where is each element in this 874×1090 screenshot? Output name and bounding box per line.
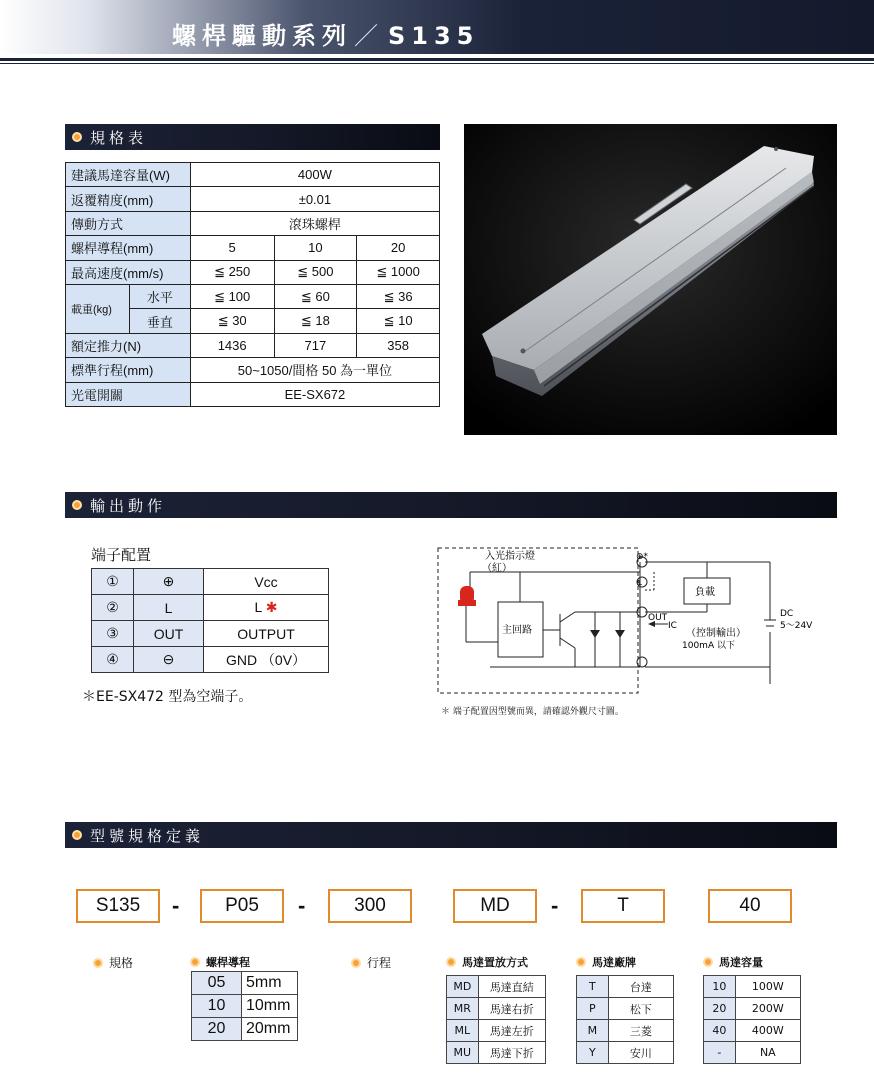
bullet-icon <box>351 958 361 968</box>
spec-label: 最高速度(mm/s) <box>66 260 191 284</box>
section-bullet-icon <box>72 830 82 840</box>
mount-options-table <box>446 975 546 1064</box>
current-label: 100mA 以下 <box>682 641 735 651</box>
option-code: Y <box>577 1042 609 1064</box>
table-row <box>92 621 329 647</box>
spec-value: 1436 <box>190 333 274 357</box>
lead-option-label <box>190 954 250 970</box>
spec-value: 20 <box>357 236 440 260</box>
table-row <box>66 333 440 357</box>
linear-actuator-image <box>464 124 837 435</box>
table-row <box>704 1020 801 1042</box>
table-row <box>66 260 440 284</box>
diode-icon <box>590 630 600 638</box>
option-code: - <box>704 1042 736 1064</box>
spec-value: 滾珠螺桿 <box>190 211 439 235</box>
code-motor-mount: MD <box>453 889 537 923</box>
table-row <box>447 1042 546 1064</box>
option-value: 20mm <box>242 1018 298 1041</box>
spec-value: 5 <box>190 236 274 260</box>
bullet-icon <box>446 957 456 967</box>
table-row <box>66 187 440 211</box>
option-value: 台達 <box>608 976 673 998</box>
ic-label: IC <box>668 621 677 631</box>
main-circuit-label: 主回路 <box>502 625 532 636</box>
table-row <box>704 976 801 998</box>
spec-value: 50~1050/間格 50 為一單位 <box>190 358 439 382</box>
table-row <box>66 284 440 308</box>
option-value: 松下 <box>608 998 673 1020</box>
spec-label: 螺桿導程(mm) <box>66 236 191 260</box>
brand-options-table <box>576 975 674 1064</box>
indicator-color-label: （紅） <box>482 563 512 574</box>
stroke-option-label <box>351 954 391 971</box>
option-code: 20 <box>704 998 736 1020</box>
plus-terminal-label: ⊕* <box>636 552 649 562</box>
power-option-text: 馬達容量 <box>719 956 763 969</box>
table-row <box>447 1020 546 1042</box>
table-row <box>92 647 329 673</box>
diode-icon <box>615 630 625 638</box>
spec-table <box>65 162 440 407</box>
page-title <box>172 16 479 51</box>
table-row <box>66 358 440 382</box>
out-label: OUT <box>648 613 668 623</box>
product-photo <box>464 124 837 435</box>
diagram-note: ＊ 端子配置因型號而異，請確認外觀尺寸圖。 <box>441 707 624 717</box>
banner-rule <box>0 58 874 61</box>
spec-label: 標準行程(mm) <box>66 358 191 382</box>
terminal-no: ③ <box>92 621 134 647</box>
code-dash: - <box>298 893 306 918</box>
model-title: S135 <box>388 22 480 50</box>
option-code: MU <box>447 1042 479 1064</box>
table-row <box>447 976 546 998</box>
mount-option-text: 馬達置放方式 <box>462 956 528 969</box>
table-row <box>66 163 440 187</box>
terminal-note: ＊EE-SX472 型為空端子。 <box>82 689 253 705</box>
terminal-desc: L <box>254 599 262 615</box>
table-row <box>704 1042 801 1064</box>
spec-value: ±0.01 <box>190 187 439 211</box>
terminal-no: ④ <box>92 647 134 673</box>
code-dash: - <box>172 893 180 918</box>
title-separator: ／ <box>354 22 378 50</box>
table-row <box>704 998 801 1020</box>
power-options-table <box>703 975 801 1064</box>
option-value: 400W <box>735 1020 800 1042</box>
model-section-title: 型號規格定義 <box>90 827 205 845</box>
option-value: 三菱 <box>608 1020 673 1042</box>
spec-option-text: 規格 <box>109 956 134 970</box>
banner-rule-thin <box>0 63 874 64</box>
terminal-symbol: L <box>134 595 204 621</box>
spec-value: ≦ 36 <box>357 284 440 308</box>
bullet-icon <box>190 957 200 967</box>
option-code: P <box>577 998 609 1020</box>
spec-sublabel: 垂直 <box>129 309 190 333</box>
table-row <box>192 995 298 1018</box>
title-banner <box>0 0 874 54</box>
brand-option-label <box>576 954 636 970</box>
option-code: T <box>577 976 609 998</box>
option-value: 馬達左折 <box>478 1020 545 1042</box>
section-bullet-icon <box>72 132 82 142</box>
terminal-title: 端子配置 <box>91 546 152 564</box>
output-circuit-diagram <box>430 542 830 702</box>
bullet-icon <box>93 958 103 968</box>
spec-section-header <box>65 124 440 150</box>
option-value: 馬達右折 <box>478 998 545 1020</box>
model-section-header <box>65 822 837 848</box>
lead-options-table <box>191 971 298 1041</box>
control-output-label: （控制輸出） <box>686 628 746 639</box>
voltage-label: 5～24V <box>780 621 813 631</box>
option-value: NA <box>735 1042 800 1064</box>
table-row <box>66 382 440 406</box>
table-row <box>577 998 674 1020</box>
power-option-label <box>703 954 763 970</box>
spec-value: 358 <box>357 333 440 357</box>
table-row <box>192 972 298 995</box>
terminal-symbol: OUT <box>134 621 204 647</box>
option-value: 5mm <box>242 972 298 995</box>
bullet-icon <box>576 957 586 967</box>
option-code: 40 <box>704 1020 736 1042</box>
table-row <box>92 595 329 621</box>
table-row <box>577 976 674 998</box>
spec-label: 建議馬達容量(W) <box>66 163 191 187</box>
option-value: 馬達直結 <box>478 976 545 998</box>
option-code: MD <box>447 976 479 998</box>
option-value: 200W <box>735 998 800 1020</box>
terminal-desc-cell <box>204 595 329 621</box>
spec-value: ≦ 500 <box>274 260 357 284</box>
section-bullet-icon <box>72 500 82 510</box>
output-section-header <box>65 492 837 518</box>
terminal-gnd-icon <box>637 657 647 667</box>
load-label: 負載 <box>695 587 715 598</box>
spec-value: 717 <box>274 333 357 357</box>
spec-label: 額定推力(N) <box>66 333 191 357</box>
code-spec: S135 <box>76 889 160 923</box>
option-value: 安川 <box>608 1042 673 1064</box>
terminal-symbol: ⊖ <box>134 647 204 673</box>
spec-value: ≦ 18 <box>274 309 357 333</box>
spec-value: 10 <box>274 236 357 260</box>
table-row <box>92 569 329 595</box>
code-stroke: 300 <box>328 889 412 923</box>
option-value: 100W <box>735 976 800 998</box>
option-code: 05 <box>192 972 242 995</box>
spec-value: 400W <box>190 163 439 187</box>
table-row <box>66 236 440 260</box>
code-dash: - <box>551 893 559 918</box>
spec-value: ≦ 1000 <box>357 260 440 284</box>
table-row <box>66 211 440 235</box>
lead-option-text: 螺桿導程 <box>206 956 250 969</box>
code-lead: P05 <box>200 889 284 923</box>
output-section-title: 輸出動作 <box>90 497 167 515</box>
spec-label: 傳動方式 <box>66 211 191 235</box>
table-row <box>447 998 546 1020</box>
spec-section-title: 規格表 <box>90 129 148 147</box>
l-terminal-label: L <box>638 579 642 587</box>
spec-value: ≦ 10 <box>357 309 440 333</box>
mount-option-label <box>446 954 528 970</box>
option-value: 10mm <box>242 995 298 1018</box>
terminal-desc: OUTPUT <box>204 621 329 647</box>
table-row <box>192 1018 298 1041</box>
option-code: ML <box>447 1020 479 1042</box>
terminal-table <box>91 568 329 673</box>
dc-label: DC <box>780 609 794 619</box>
option-code: M <box>577 1020 609 1042</box>
terminal-desc: Vcc <box>204 569 329 595</box>
series-title: 螺桿驅動系列 <box>172 22 352 50</box>
spec-value: ≦ 60 <box>274 284 357 308</box>
spec-value: ≦ 100 <box>190 284 274 308</box>
indicator-label: 入光指示燈 <box>485 551 535 562</box>
spec-sublabel: 水平 <box>129 284 190 308</box>
option-code: MR <box>447 998 479 1020</box>
bullet-icon <box>703 957 713 967</box>
option-code: 10 <box>704 976 736 998</box>
code-motor-brand: T <box>581 889 665 923</box>
indicator-led-base <box>458 600 476 606</box>
spec-value: EE-SX672 <box>190 382 439 406</box>
spec-value: ≦ 250 <box>190 260 274 284</box>
terminal-no: ① <box>92 569 134 595</box>
brand-option-text: 馬達廠牌 <box>592 956 636 969</box>
table-row <box>577 1042 674 1064</box>
spec-value: ≦ 30 <box>190 309 274 333</box>
asterisk-icon: ✱ <box>261 599 278 615</box>
terminal-symbol: ⊕ <box>134 569 204 595</box>
stroke-option-text: 行程 <box>367 956 392 970</box>
option-value: 馬達下折 <box>478 1042 545 1064</box>
table-row <box>577 1020 674 1042</box>
spec-label: 載重(kg) <box>66 284 130 333</box>
spec-label: 返覆精度(mm) <box>66 187 191 211</box>
option-code: 10 <box>192 995 242 1018</box>
sensor-boundary <box>438 548 638 693</box>
spec-label: 光電開關 <box>66 382 191 406</box>
code-motor-power: 40 <box>708 889 792 923</box>
terminal-no: ② <box>92 595 134 621</box>
spec-option-label <box>93 954 133 971</box>
option-code: 20 <box>192 1018 242 1041</box>
terminal-desc: GND （0V） <box>204 647 329 673</box>
